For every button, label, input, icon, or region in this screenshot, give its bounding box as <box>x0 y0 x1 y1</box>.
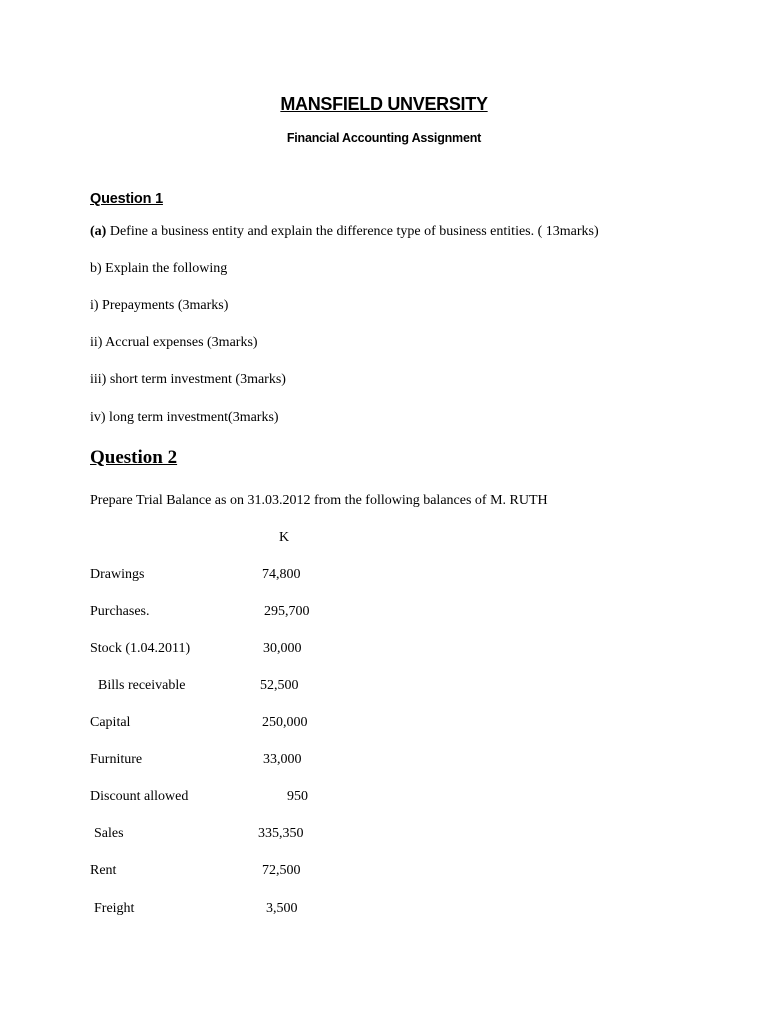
balance-label: Drawings <box>90 567 145 582</box>
balance-row <box>0 826 768 844</box>
balance-label: Stock (1.04.2011) <box>90 641 191 656</box>
balance-row <box>0 678 768 696</box>
part-a-text: Define a business entity and explain the difference type of business entities. ( 13marks) <box>106 224 599 239</box>
balance-row <box>0 715 768 733</box>
document-subtitle: Financial Accounting Assignment <box>286 131 482 145</box>
question-1-item: i) Prepayments (3marks) <box>90 298 229 313</box>
currency-header: K <box>279 530 290 545</box>
balance-row <box>0 641 768 659</box>
question-1-item: ii) Accrual expenses (3marks) <box>90 335 258 350</box>
balance-row <box>0 901 768 919</box>
balance-label: Freight <box>94 901 135 916</box>
balance-amount: 74,800 <box>262 567 301 582</box>
question-1-part-b: b) Explain the following <box>90 261 228 276</box>
question-1-item: iii) short term investment (3marks) <box>90 372 286 387</box>
question-1-part-a <box>90 224 599 240</box>
balance-label: Purchases. <box>90 604 150 619</box>
question-1-item: iv) long term investment(3marks) <box>90 410 279 425</box>
balance-amount: 72,500 <box>262 863 301 878</box>
balance-label: Sales <box>94 826 124 841</box>
part-a-prefix: (a) <box>90 224 107 239</box>
question-2-heading: Question 2 <box>90 447 178 468</box>
question-1-heading: Question 1 <box>90 191 163 207</box>
balance-row <box>0 567 768 585</box>
balance-label: Capital <box>90 715 131 730</box>
balance-row <box>0 863 768 881</box>
balance-label: Bills receivable <box>98 678 186 693</box>
balance-row <box>0 604 768 622</box>
balance-amount: 950 <box>287 789 308 804</box>
balance-amount: 250,000 <box>262 715 308 730</box>
balance-amount: 3,500 <box>266 901 298 916</box>
balance-amount: 33,000 <box>263 752 302 767</box>
balance-label: Discount allowed <box>90 789 189 804</box>
question-2-instruction: Prepare Trial Balance as on 31.03.2012 from the following balances of M. RUTH <box>90 493 548 508</box>
balance-label: Rent <box>90 863 117 878</box>
balance-row <box>0 752 768 770</box>
balance-amount: 30,000 <box>263 641 302 656</box>
balance-amount: 335,350 <box>258 826 304 841</box>
balance-amount: 295,700 <box>264 604 310 619</box>
balance-amount: 52,500 <box>260 678 299 693</box>
balance-row <box>0 789 768 807</box>
balance-label: Furniture <box>90 752 143 767</box>
document-title: MANSFIELD UNVERSITY <box>280 94 488 114</box>
